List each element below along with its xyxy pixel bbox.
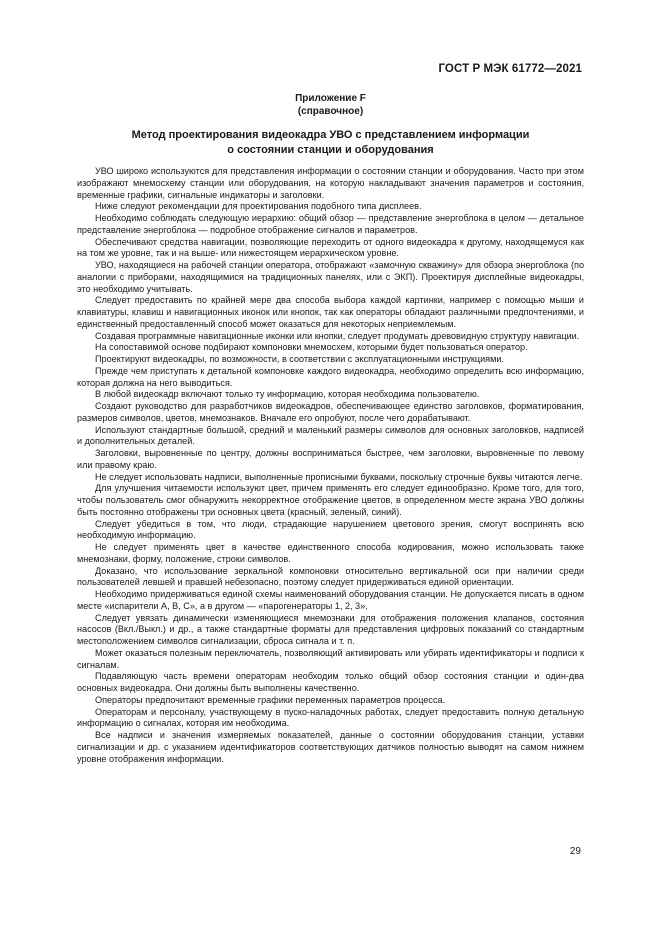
standard-header: ГОСТ Р МЭК 61772—2021	[438, 63, 582, 75]
section-title	[0, 128, 661, 158]
body-text	[77, 166, 584, 765]
annex-heading	[0, 92, 661, 118]
paragraph: Необходимо придерживаться единой схемы наименований оборудования станции. Не допускается писать в одном месте «испарители А, В, С», а в другом — «парогенераторы 1, 2, 3».	[77, 589, 584, 611]
paragraph: Не следует применять цвет в качестве единственного способа кодирования, можно использовать также мнемознаки, форму, положение, строки символов.	[77, 542, 584, 564]
paragraph: Не следует использовать надписи, выполненные прописными буквами, поскольку строчные буквы читаются легче.	[95, 471, 583, 482]
paragraph: УВО, находящиеся на рабочей станции оператора, отображают «замочную скважину» для обзора энергоблока (по аналогии с приборами, находящимися на традиционных панелях, или с ЭКП). Проектируя дисплейные видеокадры, это необходимо учитывать.	[77, 260, 584, 294]
paragraph: Обеспечивают средства навигации, позволяющие переходить от одного видеокадра к другому, находящемуся как на том же уровне, так и на выше- или нижестоящем иерархическом уровне.	[77, 236, 584, 259]
section-title-line-1: Метод проектирования видеокадра УВО с представлением информации	[131, 129, 530, 141]
annex-type: (справочное)	[297, 106, 364, 117]
paragraph: Может оказаться полезным переключатель, позволяющий активировать или убирать идентификаторы и подписи к сигналам.	[77, 647, 584, 670]
paragraph: Ниже следуют рекомендации для проектирования подобного типа дисплеев.	[95, 201, 422, 212]
paragraph: Доказано, что использование зеркальной компоновки относительно вертикальной оси при наличии среди пользователей левшей и правшей небезопасно, поэтому следует придерживаться единой ориентации.	[77, 565, 584, 588]
paragraph: Все надписи и значения измеряемых показателей, данные о состоянии оборудования станции, уставки сигнализации и др. с указанием идентификаторов соответствующих датчиков полностью выводят на самом нижнем уровне отображения информации.	[77, 730, 584, 764]
section-title-line-2: о состоянии станции и оборудования	[227, 144, 434, 156]
paragraph: Создают руководство для разработчиков видеокадров, обеспечивающее единство заголовков, форматирования, размеров символов, цветов, мнемознаков. Вначале его опробуют, после чего дорабатывают.	[77, 401, 584, 423]
paragraph: Заголовки, выровненные по центру, должны восприниматься быстрее, чем заголовки, выровненные по левому или правому краю.	[77, 448, 584, 470]
paragraph: Для улучшения читаемости используют цвет, причем применять его следует единообразно. Кроме того, для того, чтобы пользователь смог обнаружить некорректное отображение цветов, в определенном месте экрана УВО должны быть постоянно отображены три основных цвета (красный, зеленый, синий).	[77, 483, 584, 517]
paragraph: Необходимо соблюдать следующую иерархию: общий обзор — представление энергоблока в целом — детальное представление энергоблока — подробное отображение сигналов и параметров.	[77, 213, 584, 235]
annex-title: Приложение F	[295, 93, 366, 104]
page-number: 29	[569, 846, 581, 857]
paragraph: Следует увязать динамически изменяющиеся мнемознаки для отображения положения клапанов, состояния насосов (Вкл./Выкл.) и др., а также стандартные форматы для представления цифровых показаний со стандартным местоположением символов сигнализации, сброса сигнала и т. п.	[77, 612, 584, 646]
paragraph: Подавляющую часть времени операторам необходим только общий обзор состояния станции и один-два основных видеокадра. Они должны быть выполнены качественно.	[77, 671, 584, 693]
paragraph: Следует предоставить по крайней мере два способа выбора каждой картинки, например с помощью мыши и клавиатуры, клавиш и навигационных иконок или кнопок, так как операторы обладают различными предпочтениями, и единственный предоставленный способ может оказаться для некоторых неприемлемым.	[77, 295, 584, 329]
paragraph: Операторы предпочитают временные графики переменных параметров процесса.	[95, 694, 446, 705]
paragraph: В любой видеокадр включают только ту информацию, которая необходима пользователю.	[95, 389, 480, 400]
paragraph: Проектируют видеокадры, по возможности, в соответствии с эксплуатационными инструкциями.	[95, 354, 504, 364]
paragraph: Операторам и персоналу, участвующему в пуско-наладочных работах, следует предоставить полную детальную информацию о сигналах, которая им необходима.	[77, 706, 584, 729]
paragraph: Следует убедиться в том, что люди, страдающие нарушением цветового зрения, смогут воспринять всю необходимую информацию.	[77, 518, 584, 541]
paragraph: УВО широко используются для представления информации о состоянии станции и оборудования. Часто при этом изображают мнемосхему станции или оборудования, на которую накладывают значения параметров и состояния, временные графики, сигнальные индикаторы и заголовки.	[77, 166, 584, 200]
paragraph: Используют стандартные большой, средний и маленький размеры символов для основных заголовков, надписей и дополнительных деталей.	[77, 424, 584, 447]
paragraph: Создавая программные навигационные иконки или кнопки, следует продумать древовидную структуру навигации.	[95, 330, 580, 341]
paragraph: Прежде чем приступать к детальной компоновке каждого видеокадра, необходимо определить всю информацию, которая должна на него выводиться.	[77, 365, 584, 388]
paragraph: На сопоставимой основе подбирают компоновки мнемосхем, которыми будет пользоваться оператор.	[95, 342, 528, 353]
